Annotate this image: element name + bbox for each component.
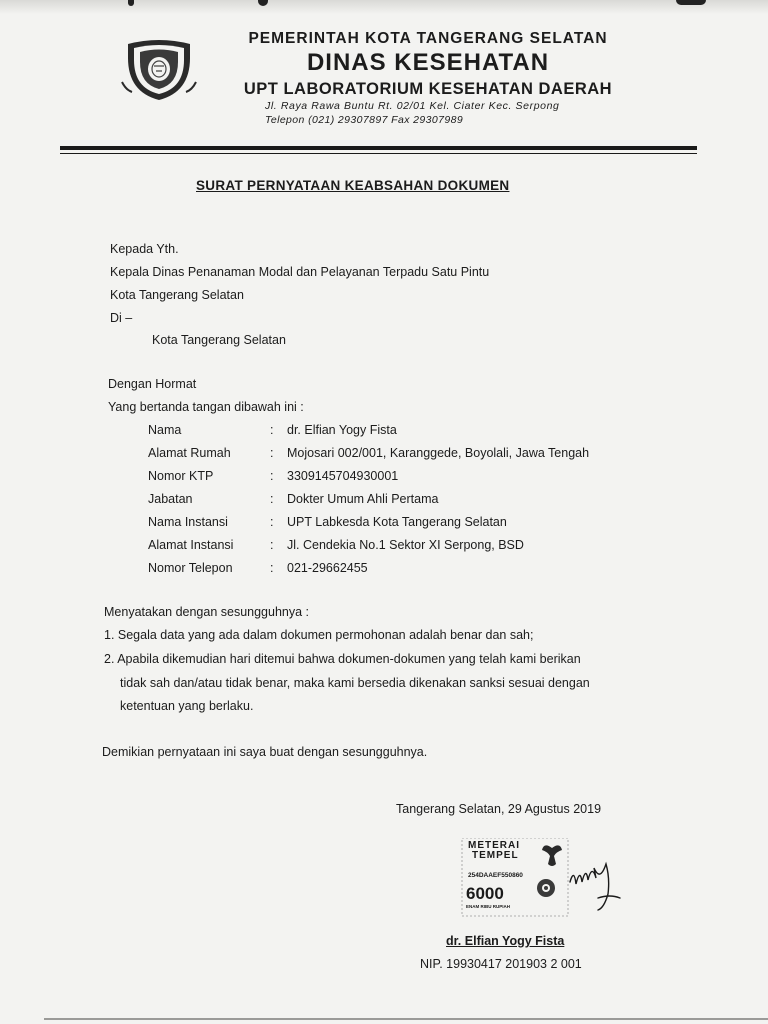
identity-value: UPT Labkesda Kota Tangerang Selatan — [287, 515, 507, 529]
statement-item-2: 2. Apabila dikemudian hari ditemui bahwa dokumen-dokumen yang telah kami berikan — [104, 652, 581, 666]
identity-label: Nomor Telepon — [148, 561, 233, 575]
identity-label: Nama Instansi — [148, 515, 228, 529]
letterhead-divider — [60, 146, 697, 150]
identity-colon: : — [270, 492, 274, 506]
identity-label: Jabatan — [148, 492, 193, 506]
signer-name: dr. Elfian Yogy Fista — [446, 934, 565, 948]
identity-value: Dokter Umum Ahli Pertama — [287, 492, 439, 506]
edge-mark — [128, 0, 134, 6]
identity-label: Nomor KTP — [148, 469, 214, 483]
revenue-stamp — [458, 838, 628, 918]
stamp-label: METERAI — [468, 840, 520, 851]
closing-text: Demikian pernyataan ini saya buat dengan sesungguhnya. — [102, 745, 428, 759]
letterhead-unit: UPT LABORATORIUM KESEHATAN DAERAH — [243, 80, 613, 98]
signature-stroke — [570, 864, 620, 910]
identity-colon: : — [270, 515, 274, 529]
signer-nip: NIP. 19930417 201903 2 001 — [420, 957, 582, 971]
letterhead-address: Jl. Raya Rawa Buntu Rt. 02/01 Kel. Ciater Kec. Serpong — [265, 100, 560, 112]
recipient-di: Di – — [110, 311, 133, 325]
identity-colon: : — [270, 469, 274, 483]
city-emblem-icon — [118, 38, 200, 102]
identity-value: Mojosari 002/001, Karanggede, Boyolali, Jawa Tengah — [287, 446, 590, 460]
scan-bottom-edge — [44, 1018, 768, 1020]
stamp-value-words: ENAM RIBU RUPIAH — [466, 904, 511, 909]
edge-mark — [676, 0, 706, 5]
recipient-line-1: Kepala Dinas Penanaman Modal dan Pelayanan Terpadu Satu Pintu — [110, 265, 490, 279]
document-title: SURAT PERNYATAAN KEABSAHAN DOKUMEN — [196, 178, 510, 193]
identity-colon: : — [270, 446, 274, 460]
identity-value: Jl. Cendekia No.1 Sektor XI Serpong, BSD — [287, 538, 524, 552]
letterhead-government: PEMERINTAH KOTA TANGERANG SELATAN — [248, 30, 608, 47]
statement-item-2-continued: tidak sah dan/atau tidak benar, maka kami bersedia dikenakan sanksi sesuai dengan — [120, 676, 590, 690]
letterhead-agency: DINAS KESEHATAN — [306, 49, 550, 76]
statement-intro: Menyatakan dengan sesungguhnya : — [104, 605, 310, 619]
salutation: Dengan Hormat — [108, 377, 197, 391]
identity-colon: : — [270, 538, 274, 552]
scan-top-edge — [0, 0, 768, 14]
stamp-serial: 254DAAEF550860 — [468, 872, 523, 879]
recipient-city: Kota Tangerang Selatan — [152, 333, 286, 347]
identity-label: Alamat Instansi — [148, 538, 234, 552]
rosette-icon — [537, 879, 555, 897]
statement-item-1: 1. Segala data yang ada dalam dokumen permohonan adalah benar dan sah; — [104, 628, 534, 642]
place-date: Tangerang Selatan, 29 Agustus 2019 — [396, 802, 602, 816]
identity-colon: : — [270, 423, 274, 437]
identity-value: 021-29662455 — [287, 561, 368, 575]
identity-value: 3309145704930001 — [287, 469, 399, 483]
intro-text: Yang bertanda tangan dibawah ini : — [108, 400, 304, 414]
recipient-line-2: Kota Tangerang Selatan — [110, 288, 244, 302]
identity-colon: : — [270, 561, 274, 575]
identity-value: dr. Elfian Yogy Fista — [287, 423, 397, 437]
letterhead-phone: Telepon (021) 29307897 Fax 29307989 — [265, 114, 464, 126]
statement-item-2-continued: ketentuan yang berlaku. — [120, 699, 254, 713]
garuda-emblem-icon — [542, 845, 562, 866]
stamp-value: 6000 — [466, 884, 504, 903]
identity-label: Nama — [148, 423, 182, 437]
identity-label: Alamat Rumah — [148, 446, 231, 460]
recipient-greeting: Kepada Yth. — [110, 242, 179, 256]
letterhead-divider-thin — [60, 153, 697, 154]
stamp-label: TEMPEL — [472, 850, 519, 861]
